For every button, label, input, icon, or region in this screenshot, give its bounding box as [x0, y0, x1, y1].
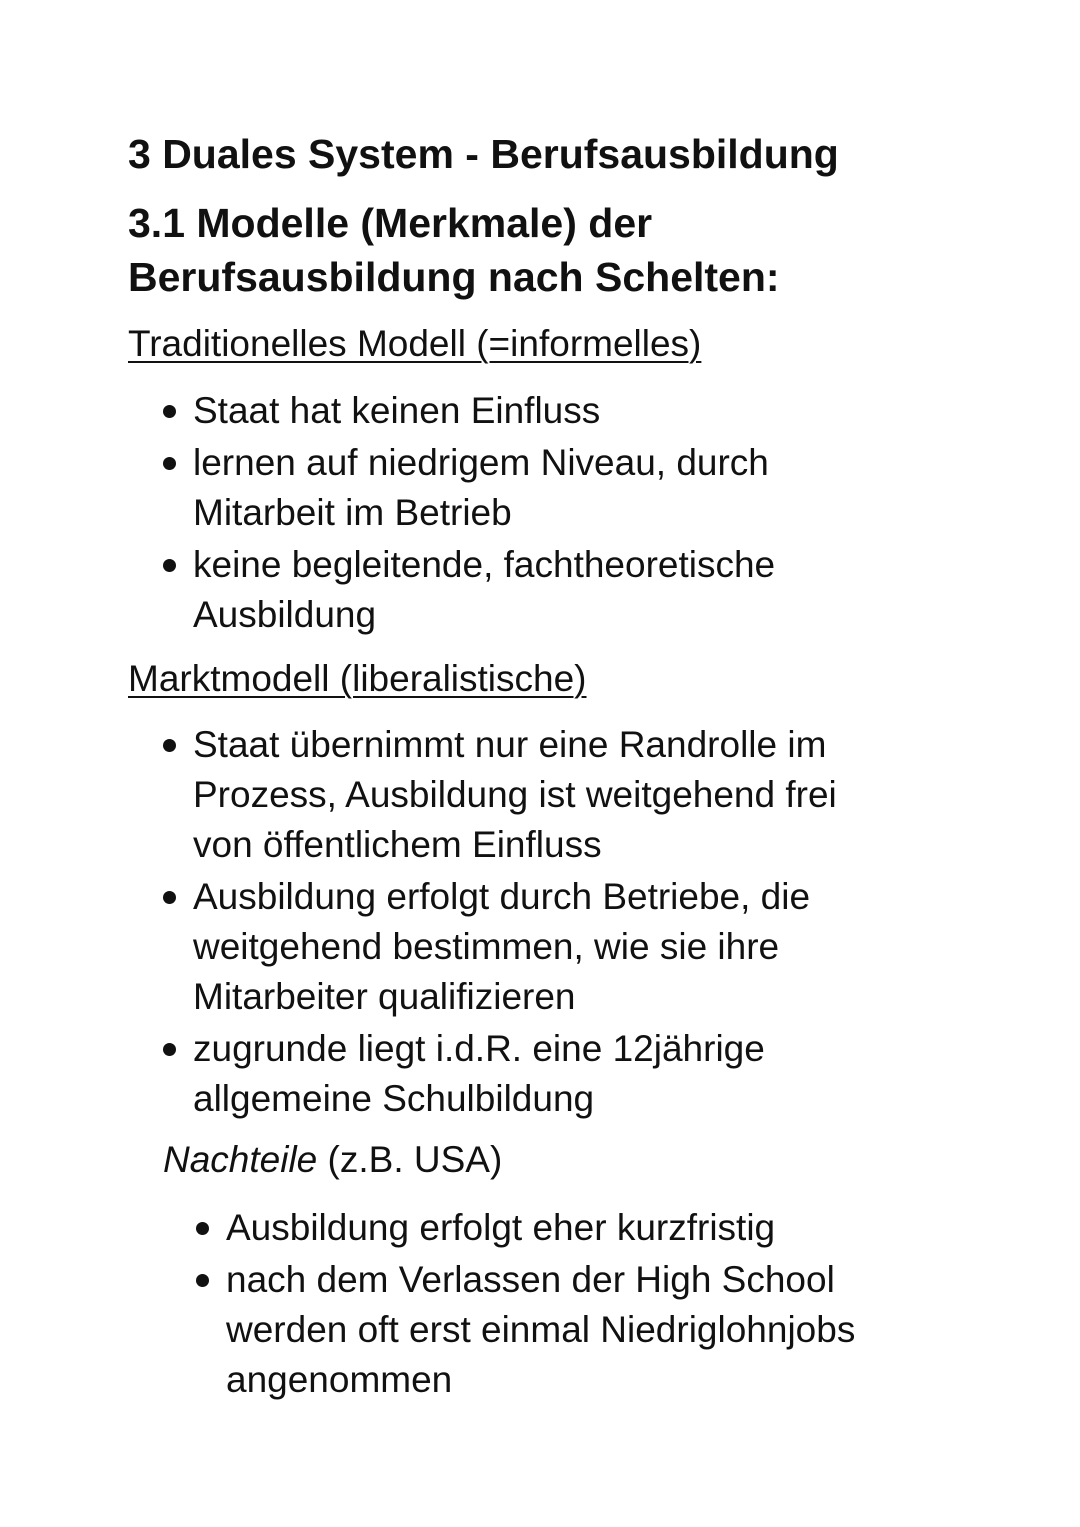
list-item	[163, 386, 775, 436]
list-item-text: lernen auf niedrigem Niveau, durch	[193, 442, 769, 483]
traditional-model-heading: Traditionelles Modell (=informelles)	[128, 323, 702, 364]
list-item-text: keine begleitende, fachtheoretische	[193, 544, 776, 585]
section-heading-line: Berufsausbildung nach Schelten:	[128, 254, 780, 300]
list-item	[163, 540, 775, 640]
bullet-icon	[163, 559, 176, 572]
list-item-text: nach dem Verlassen der High School	[226, 1259, 835, 1300]
list-item-text: Mitarbeit im Betrieb	[193, 492, 512, 533]
bullet-icon	[163, 1043, 176, 1056]
market-model-heading: Marktmodell (liberalistische)	[128, 658, 587, 699]
bullet-icon	[163, 891, 176, 904]
disadvantages-heading	[163, 1136, 502, 1184]
list-item	[163, 720, 837, 870]
list-item-text: Ausbildung	[193, 594, 377, 635]
disadvantages-list	[196, 1203, 855, 1407]
list-item-text: Ausbildung erfolgt eher kurzfristig	[226, 1207, 776, 1248]
list-item-text: werden oft erst einmal Niedriglohnjobs	[226, 1309, 856, 1350]
list-item-text: zugrunde liegt i.d.R. eine 12jährige	[193, 1028, 765, 1069]
list-item-text: weitgehend bestimmen, wie sie ihre	[193, 926, 780, 967]
list-item	[196, 1203, 855, 1253]
bullet-icon	[163, 405, 176, 418]
market-model-list	[163, 720, 837, 1126]
list-item-text: von öffentlichem Einfluss	[193, 824, 602, 865]
list-item-text: Mitarbeiter qualifizieren	[193, 976, 576, 1017]
list-item-text: allgemeine Schulbildung	[193, 1078, 595, 1119]
list-item-text: Staat übernimmt nur eine Randrolle im	[193, 724, 827, 765]
traditional-model-list	[163, 386, 775, 642]
list-item	[163, 438, 775, 538]
section-heading-line: 3.1 Modelle (Merkmale) der	[128, 200, 653, 246]
list-item-text: Staat hat keinen Einfluss	[193, 390, 601, 431]
list-item	[196, 1255, 855, 1405]
bullet-icon	[163, 457, 176, 470]
section-heading	[128, 196, 780, 304]
list-item	[163, 1024, 837, 1124]
bullet-icon	[196, 1222, 209, 1235]
list-item	[163, 872, 837, 1022]
list-item-text: angenommen	[226, 1359, 453, 1400]
disadvantages-note: (z.B. USA)	[327, 1139, 503, 1180]
bullet-icon	[196, 1274, 209, 1287]
chapter-heading: 3 Duales System - Berufsausbildung	[128, 131, 839, 177]
list-item-text: Ausbildung erfolgt durch Betriebe, die	[193, 876, 811, 917]
list-item-text: Prozess, Ausbildung ist weitgehend frei	[193, 774, 837, 815]
bullet-icon	[163, 739, 176, 752]
disadvantages-label: Nachteile	[163, 1139, 318, 1180]
